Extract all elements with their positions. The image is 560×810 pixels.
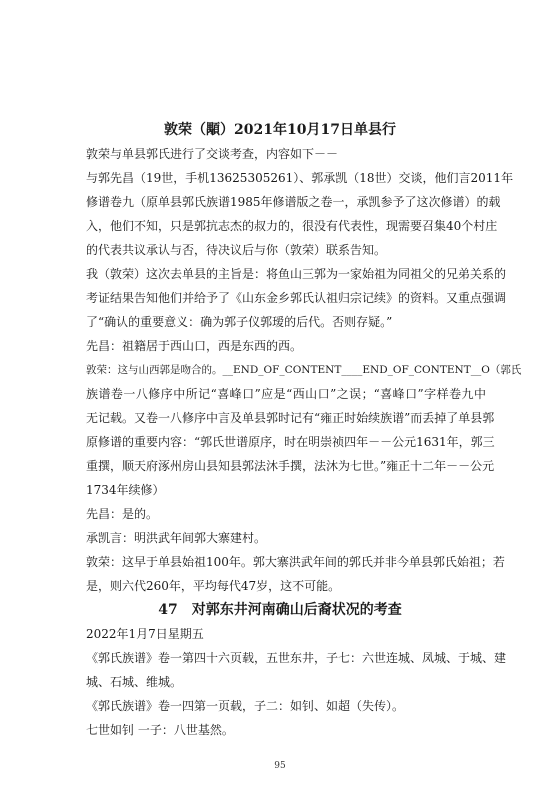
paragraph-line: 敦荣与单县郭氏进行了交谈考查，内容如下－－ xyxy=(86,147,339,161)
paragraph-line: 1734年续修） xyxy=(86,483,165,497)
paragraph-line: 的代表共议承认与否，待决议后与你（敦荣）联系告知。 xyxy=(86,243,387,257)
paragraph-line: 敦荣：这与山西郭是吻合的。__END_OF_CONTENT____END_OF_CONTENT__O（郭氏 xyxy=(86,364,522,376)
paragraph-line: 无记载。又卷一八修序中言及单县郭时记有“雍正时始续族谱”而丢掉了单县郭 xyxy=(86,411,495,425)
paragraph-line: 是，则六代260年，平均每代47岁，这不可能。 xyxy=(86,579,341,593)
paragraph-line: 重撰，顺天府涿州房山县知县郭法沐手撰，法沐为七世。”雍正十二年－－公元 xyxy=(86,459,495,473)
paragraph-line: 修谱卷九（原单县郭氏族谱1985年修谱版之卷一，承凯参予了这次修谱）的载 xyxy=(86,195,501,209)
paragraph-line: 了“确认的重要意义：确为郭子仪郭瑷的后代。否则存疑。” xyxy=(86,315,393,329)
paragraph-line: 敦荣：这早于单县始祖100年。郭大寨洪武年间的郭氏并非今单县郭氏始祖；若 xyxy=(86,555,505,569)
paragraph-line: 七世如钊 一子：八世基然。 xyxy=(86,723,234,737)
paragraph-line: 族谱卷一八修序中所记“喜峰口”应是“西山口”之误；“喜峰口”字样卷九中 xyxy=(86,387,486,401)
paragraph-line: 我（敦荣）这次去单县的主旨是：将鱼山三郭为一家始祖为同祖父的兄弟关系的 xyxy=(86,267,507,281)
paragraph-line: 先昌：是的。 xyxy=(86,507,159,521)
paragraph-line: 城、石城、维城。 xyxy=(86,675,183,689)
paragraph-line: 考证结果告知他们并给予了《山东金乡郭氏认祖归宗记续》的资料。又重点强调 xyxy=(86,291,507,305)
section-title: 47 对郭东井河南确山后裔状况的考查 xyxy=(158,602,402,618)
section-title: 敦荣（顒）2021年10月17日单县行 xyxy=(164,122,396,138)
paragraph-line: 《郭氏族谱》卷一第四十六页载，五世东井，子七：六世连城、凤城、于城、建 xyxy=(86,651,507,665)
paragraph-line: 《郭氏族谱》卷一四第一页载，子二：如钊、如超（失传）。 xyxy=(86,699,405,713)
paragraph-line: 2022年1月7日星期五 xyxy=(86,627,204,641)
paragraph-line: 先昌：祖籍居于西山口，西是东西的西。 xyxy=(86,339,303,353)
paragraph-line: 入，他们不知，只是郭抗志杰的叔力的，很没有代表性，现需要召集40个村庄 xyxy=(86,219,498,233)
paragraph-line: 承凯言：明洪武年间郭大寨建村。 xyxy=(86,531,267,545)
paragraph-line: 原修谱的重要内容：“郭氏世谱原序，时在明崇祯四年－－公元1631年，郭三 xyxy=(86,435,495,449)
page-number: 95 xyxy=(274,761,286,771)
paragraph-line: 与郭先昌（19世，手机13625305261）、郭承凯（18世）交谈，他们言2011年 xyxy=(86,171,514,185)
